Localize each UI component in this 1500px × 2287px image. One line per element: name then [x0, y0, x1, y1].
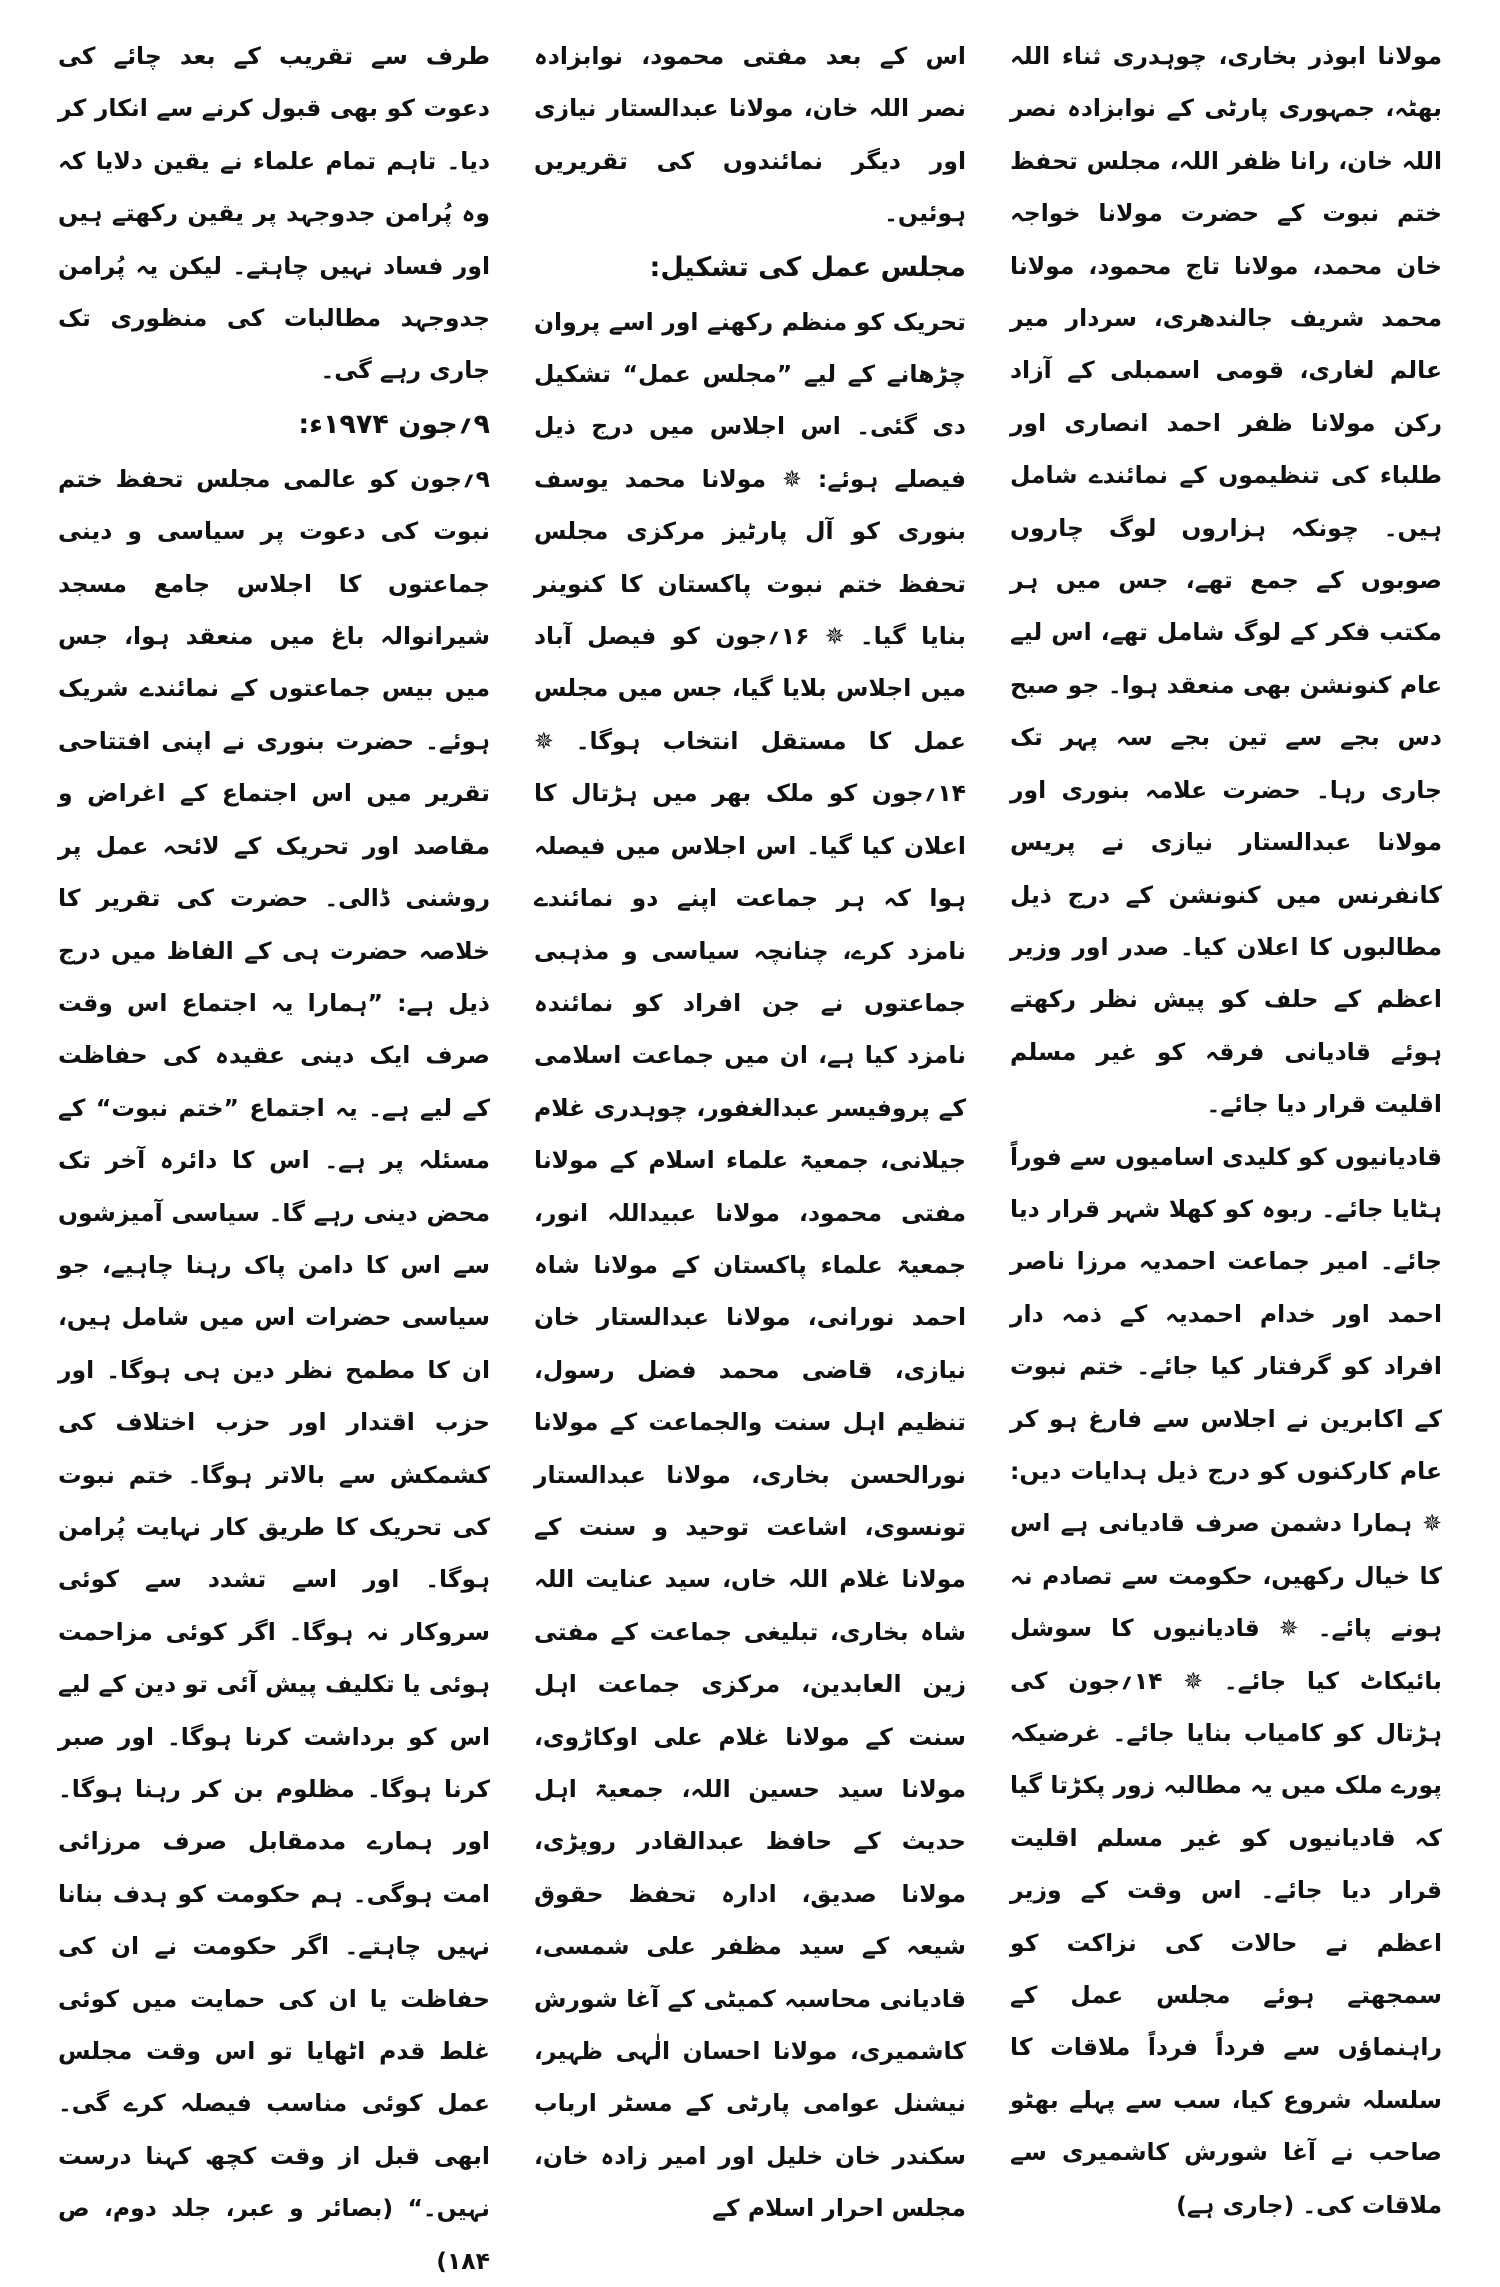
- paragraph: مولانا ابوذر بخاری، چوہدری ثناء اللہ بھٹہ، جمہوری پارٹی کے نوابزادہ نصر اللہ خان، رانا ظفر اللہ، مجلس تحفظ ختم نبوت کے حضرت مولانا خواجہ خان محمد، مولانا تاج محمود، مولانا محمد شریف جالندھری، سردار میر عالم لغاری، قومی اسمبلی کے آزاد رکن مولانا ظفر احمد انصاری اور طلباء کی تنظیموں کے نمائندے شامل ہیں۔ چونکہ ہزاروں لوگ چاروں صوبوں کے جمع تھے، جس میں ہر مکتب فکر کے لوگ شامل تھے، اس لیے عام کنونشن بھی منعقد ہوا۔ جو صبح دس بجے سے تین بجے سہ پہر تک جاری رہا۔ حضرت علامہ بنوری اور مولانا عبدالستار نیازی نے پریس کانفرنس میں کنونشن کے درج ذیل مطالبوں کا اعلان کیا۔ صدر اور وزیر اعظم کے حلف کو پیش نظر رکھتے ہوئے قادیانی فرقہ کو غیر مسلم اقلیت قرار دیا جائے۔: [1010, 42, 1442, 1119]
- section-heading: ۹؍جون ۱۹۷۴ء:: [298, 408, 490, 440]
- column-middle: [512, 30, 988, 2223]
- paragraph: اس کے بعد مفتی محمود، نوابزادہ نصر اللہ خان، مولانا عبدالستار نیازی اور دیگر نمائندوں کی تقریریں ہوئیں۔: [534, 42, 966, 228]
- paragraph: طرف سے تقریب کے بعد چائے کی دعوت کو بھی قبول کرنے سے انکار کر دیا۔ تاہم تمام علماء نے یقین دلایا کہ وہ پُرامن جدوجہد پر یقین رکھتے ہیں اور فساد نہیں چاہتے۔ لیکن یہ پُرامن جدوجہد مطالبات کی منظوری تک جاری رہے گی۔: [58, 42, 490, 385]
- column-left: [988, 30, 1464, 2219]
- text-columns: [36, 30, 1464, 2275]
- paragraph: تحریک کو منظم رکھنے اور اسے پروان چڑھانے کے لیے ”مجلس عمل“ تشکیل دی گئی۔ اس اجلاس میں درج ذیل فیصلے ہوئے: ✵ مولانا محمد یوسف بنوری کو آل پارٹیز مرکزی مجلس تحفظ ختم نبوت پاکستان کا کنوینر بنایا گیا۔ ✵ ۱۶؍جون کو فیصل آباد میں اجلاس بلایا گیا، جس میں مجلس عمل کا مستقل انتخاب ہوگا۔ ✵ ۱۴؍جون کو ملک بھر میں ہڑتال کا اعلان کیا گیا۔ اس اجلاس میں فیصلہ ہوا کہ ہر جماعت اپنے دو نمائندے نامزد کرے، چنانچہ سیاسی و مذہبی جماعتوں نے جن افراد کو نمائندہ نامزد کیا ہے، ان میں جماعت اسلامی کے پروفیسر عبدالغفور، چوہدری غلام جیلانی، جمعیۃ علماء اسلام کے مولانا مفتی محمود، مولانا عبیداللہ انور، جمعیۃ علماء پاکستان کے مولانا شاہ احمد نورانی، مولانا عبدالستار خان نیازی، قاضی محمد فضل رسول، تنظیم اہل سنت والجماعت کے مولانا نورالحسن بخاری، مولانا عبدالستار تونسوی، اشاعت توحید و سنت کے مولانا غلام اللہ خاں، سید عنایت اللہ شاہ بخاری، تبلیغی جماعت کے مفتی زین العابدین، مرکزی جماعت اہل سنت کے مولانا غلام علی اوکاڑوی، مولانا سید حسین اللہ، جمعیۃ اہل حدیث کے حافظ عبدالقادر روپڑی، مولانا صدیق، ادارہ تحفظ حقوق شیعہ کے سید مظفر علی شمسی، قادیانی محاسبہ کمیٹی کے آغا شورش کاشمیری، مولانا احسان الٰہی ظہیر، نیشنل عوامی پارٹی کے مسٹر ارباب سکندر خان خلیل اور امیر زادہ خان، مجلس احرار اسلام کے: [534, 307, 966, 2223]
- section-heading: مجلس عمل کی تشکیل:: [649, 251, 966, 283]
- paragraph: قادیانیوں کو کلیدی اسامیوں سے فوراً ہٹایا جائے۔ ربوہ کو کھلا شہر قرار دیا جائے۔ امیر جماعت احمدیہ مرزا ناصر احمد اور خدام احمدیہ کے ذمہ دار افراد کو گرفتار کیا جائے۔ ختم نبوت کے اکابرین نے اجلاس سے فارغ ہو کر عام کارکنوں کو درج ذیل ہدایات دیں: ✵ ہمارا دشمن صرف قادیانی ہے اس کا خیال رکھیں، حکومت سے تصادم نہ ہونے پائے۔ ✵ قادیانیوں کا سوشل بائیکاٹ کیا جائے۔ ✵ ۱۴؍جون کی ہڑتال کو کامیاب بنایا جائے۔ غرضیکہ پورے ملک میں یہ مطالبہ زور پکڑتا گیا کہ قادیانیوں کو غیر مسلم اقلیت قرار دیا جائے۔ اس وقت کے وزیر اعظم نے حالات کی نزاکت کو سمجھتے ہوئے مجلس عمل کے راہنماؤں سے فرداً فرداً ملاقات کا سلسلہ شروع کیا، سب سے پہلے بھٹو صاحب نے آغا شورش کاشمیری سے ملاقات کی۔ (جاری ہے): [1010, 1142, 1443, 2219]
- paragraph: ۹؍جون کو عالمی مجلس تحفظ ختم نبوت کی دعوت پر سیاسی و دینی جماعتوں کا اجلاس جامع مسجد شیرانوالہ باغ میں منعقد ہوا، جس میں بیس جماعتوں کے نمائندے شریک ہوئے۔ حضرت بنوری نے اپنی افتتاحی تقریر میں اس اجتماع کے اغراض و مقاصد اور تحریک کے لائحہ عمل پر روشنی ڈالی۔ حضرت کی تقریر کا خلاصہ حضرت ہی کے الفاظ میں درج ذیل ہے: ”ہمارا یہ اجتماع اس وقت صرف ایک دینی عقیدہ کی حفاظت کے لیے ہے۔ یہ اجتماع ”ختم نبوت“ کے مسئلہ پر ہے۔ اس کا دائرہ آخر تک محض دینی رہے گا۔ سیاسی آمیزشوں سے اس کا دامن پاک رہنا چاہیے، جو سیاسی حضرات اس میں شامل ہیں، ان کا مطمح نظر دین ہی ہوگا۔ اور حزب اقتدار اور حزب اختلاف کی کشمکش سے بالاتر ہوگا۔ ختم نبوت کی تحریک کا طریق کار نہایت پُرامن ہوگا۔ اور اسے تشدد سے کوئی سروکار نہ ہوگا۔ اگر کوئی مزاحمت ہوئی یا تکلیف پیش آئی تو دین کے لیے اس کو برداشت کرنا ہوگا۔ اور صبر کرنا ہوگا۔ مظلوم بن کر رہنا ہوگا۔ اور ہمارے مدمقابل صرف مرزائی امت ہوگی۔ ہم حکومت کو ہدف بنانا نہیں چاہتے۔ اگر حکومت نے ان کی حفاظت یا ان کی حمایت میں کوئی غلط قدم اٹھایا تو اس وقت مجلس عمل کوئی مناسب فیصلہ کرے گی۔ ابھی قبل از وقت کچھ کہنا درست نہیں۔“ (بصائر و عبر، جلد دوم، ص ۱۸۴): [58, 464, 490, 2275]
- column-right: [36, 30, 512, 2275]
